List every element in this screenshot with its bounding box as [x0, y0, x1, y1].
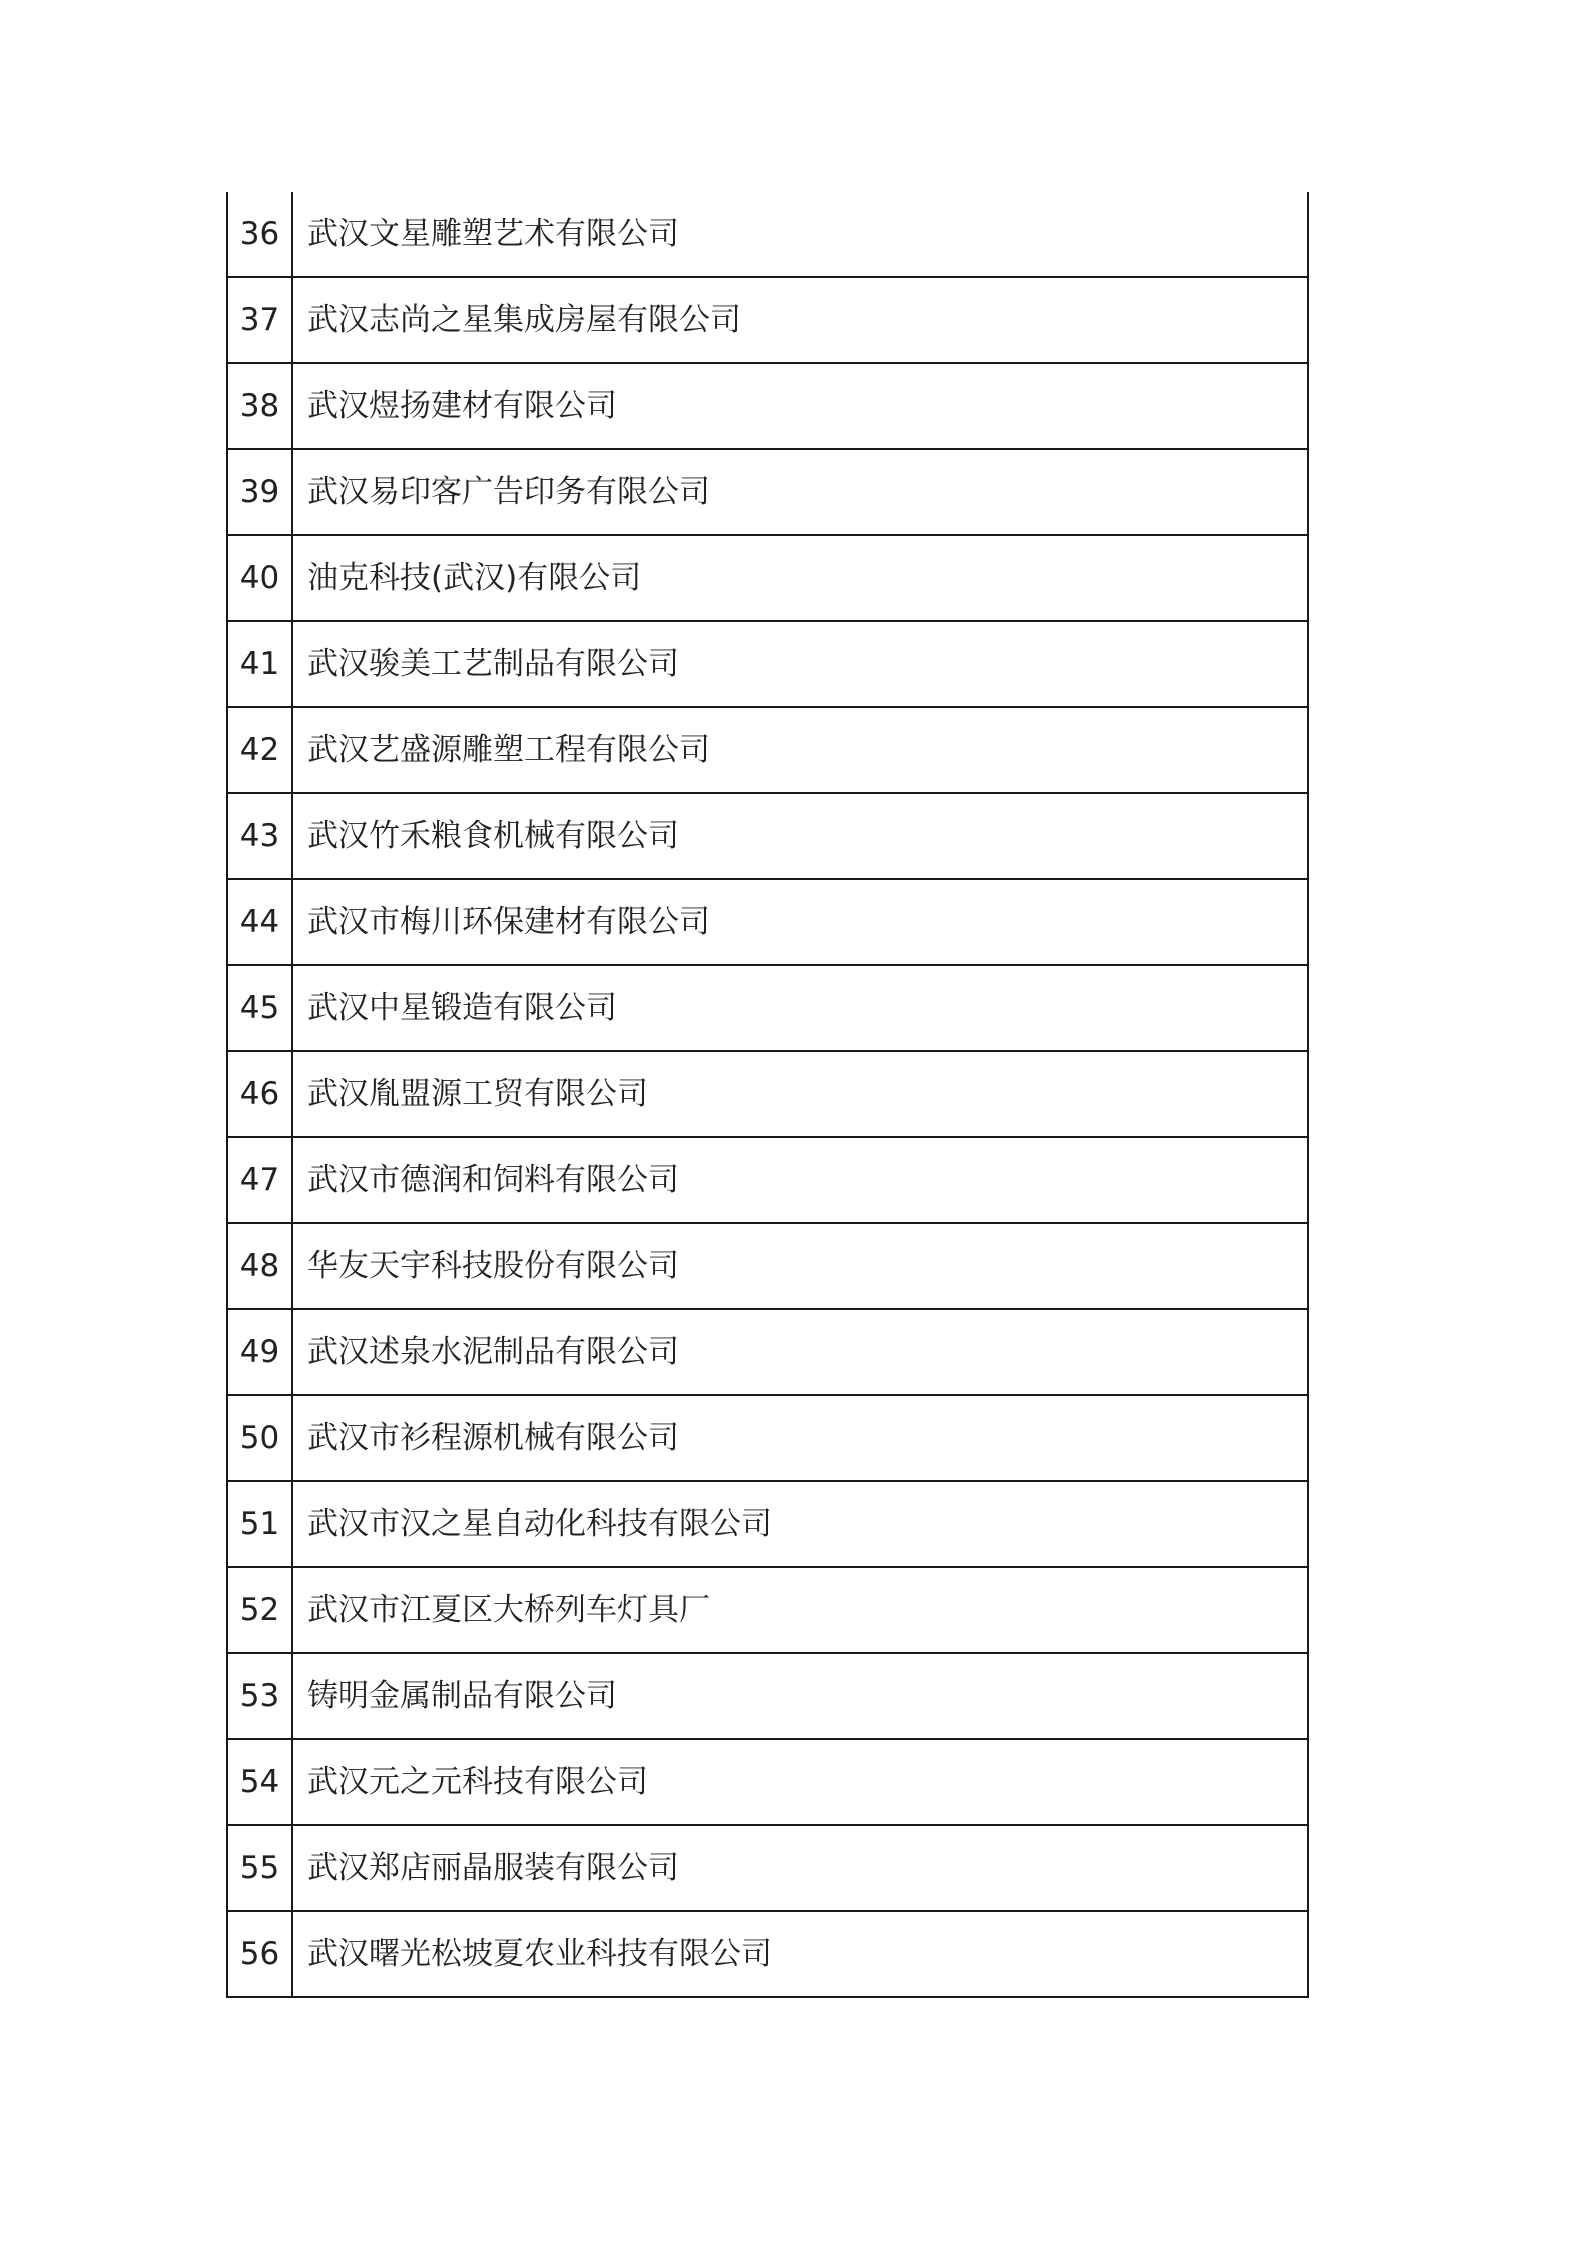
company-name: 武汉竹禾粮食机械有限公司 [292, 793, 1308, 879]
table-row [227, 707, 1308, 793]
table-row [227, 535, 1308, 621]
table-row [227, 1137, 1308, 1223]
table-row [227, 1223, 1308, 1309]
row-number: 52 [227, 1567, 292, 1653]
table-row [227, 621, 1308, 707]
company-list-body [227, 192, 1308, 1997]
row-number: 50 [227, 1395, 292, 1481]
company-name: 武汉文星雕塑艺术有限公司 [292, 192, 1308, 277]
row-number: 49 [227, 1309, 292, 1395]
table-row [227, 1395, 1308, 1481]
row-number: 54 [227, 1739, 292, 1825]
row-number: 48 [227, 1223, 292, 1309]
company-name: 武汉胤盟源工贸有限公司 [292, 1051, 1308, 1137]
row-number: 41 [227, 621, 292, 707]
row-number: 47 [227, 1137, 292, 1223]
row-number: 44 [227, 879, 292, 965]
company-name: 武汉易印客广告印务有限公司 [292, 449, 1308, 535]
company-list-table [226, 192, 1309, 1998]
company-name: 武汉志尚之星集成房屋有限公司 [292, 277, 1308, 363]
company-name: 武汉煜扬建材有限公司 [292, 363, 1308, 449]
company-name: 武汉市汉之星自动化科技有限公司 [292, 1481, 1308, 1567]
company-name: 武汉市德润和饲料有限公司 [292, 1137, 1308, 1223]
row-number: 39 [227, 449, 292, 535]
company-name: 武汉郑店丽晶服装有限公司 [292, 1825, 1308, 1911]
company-name: 武汉中星锻造有限公司 [292, 965, 1308, 1051]
table-row [227, 1567, 1308, 1653]
table-row [227, 1825, 1308, 1911]
row-number: 43 [227, 793, 292, 879]
company-name: 武汉骏美工艺制品有限公司 [292, 621, 1308, 707]
company-name: 华友天宇科技股份有限公司 [292, 1223, 1308, 1309]
table-row [227, 1481, 1308, 1567]
table-row [227, 965, 1308, 1051]
row-number: 38 [227, 363, 292, 449]
company-name: 武汉市江夏区大桥列车灯具厂 [292, 1567, 1308, 1653]
row-number: 42 [227, 707, 292, 793]
company-name: 武汉市梅川环保建材有限公司 [292, 879, 1308, 965]
company-name: 武汉市衫程源机械有限公司 [292, 1395, 1308, 1481]
table-row [227, 192, 1308, 277]
company-name: 武汉艺盛源雕塑工程有限公司 [292, 707, 1308, 793]
table-row [227, 449, 1308, 535]
row-number: 51 [227, 1481, 292, 1567]
company-name: 油克科技(武汉)有限公司 [292, 535, 1308, 621]
row-number: 37 [227, 277, 292, 363]
table-row [227, 1051, 1308, 1137]
company-name: 铸明金属制品有限公司 [292, 1653, 1308, 1739]
row-number: 56 [227, 1911, 292, 1997]
table-row [227, 363, 1308, 449]
row-number: 55 [227, 1825, 292, 1911]
table-row [227, 1739, 1308, 1825]
table-row [227, 1309, 1308, 1395]
row-number: 36 [227, 192, 292, 277]
table-row [227, 1911, 1308, 1997]
row-number: 53 [227, 1653, 292, 1739]
table-row [227, 879, 1308, 965]
company-name: 武汉述泉水泥制品有限公司 [292, 1309, 1308, 1395]
table-row [227, 793, 1308, 879]
row-number: 46 [227, 1051, 292, 1137]
table-row [227, 277, 1308, 363]
row-number: 40 [227, 535, 292, 621]
row-number: 45 [227, 965, 292, 1051]
company-name: 武汉曙光松坡夏农业科技有限公司 [292, 1911, 1308, 1997]
table-row [227, 1653, 1308, 1739]
company-name: 武汉元之元科技有限公司 [292, 1739, 1308, 1825]
